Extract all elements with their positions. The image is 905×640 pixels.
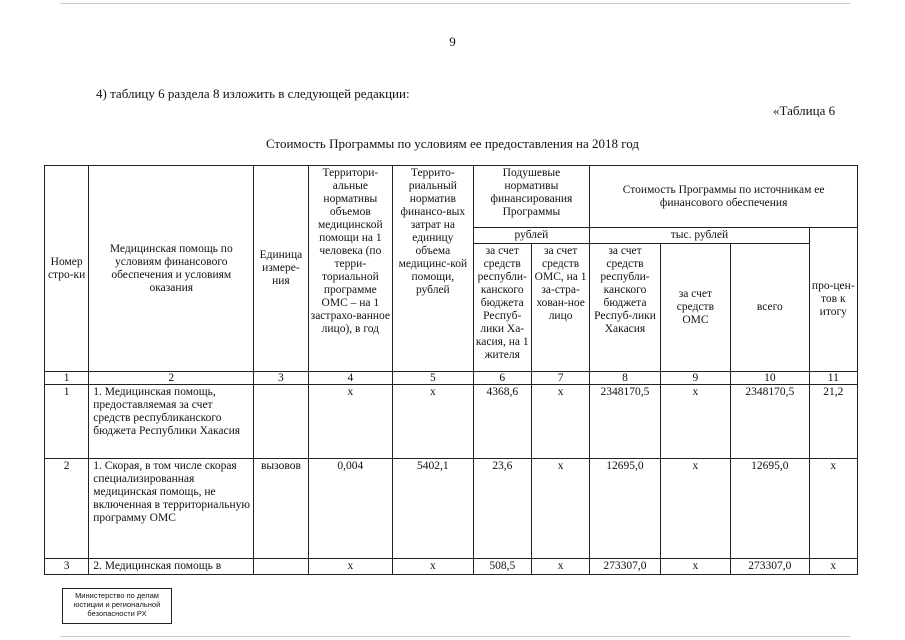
column-number: 6	[473, 372, 531, 385]
row-number: 1	[45, 385, 89, 459]
header-volume-norms: Территори-альные нормативы объемов медицинской помощи на 1 человека (по терри-ториальной программе ОМС – на 1 застрахо-ванное лицо), в год	[308, 166, 393, 372]
per-capita-budget-cell: 508,5	[473, 559, 531, 575]
cost-norm-cell: х	[393, 385, 473, 459]
unit-cell	[254, 559, 308, 575]
row-number: 2	[45, 459, 89, 559]
percent-cell: х	[809, 559, 857, 575]
cost-oms-cell: х	[660, 459, 730, 559]
header-per-capita-unit: рублей	[473, 228, 590, 244]
page-number: 9	[449, 34, 456, 49]
table-row	[45, 385, 858, 459]
header-care-type: Медицинская помощь по условиям финансового обеспечения и условиям оказания	[89, 166, 254, 372]
stamp-line: безопасности РХ	[87, 609, 147, 618]
cost-oms-cell: х	[660, 385, 730, 459]
header-per-capita-group: Подушевые нормативы финансирования Программы	[473, 166, 590, 228]
column-number: 10	[731, 372, 809, 385]
cost-oms-cell: х	[660, 559, 730, 575]
per-capita-oms-cell: х	[531, 459, 589, 559]
unit-cell: вызовов	[254, 459, 308, 559]
column-number: 7	[531, 372, 589, 385]
stamp-line: Министерство по делам	[75, 591, 159, 600]
cost-budget-cell: 12695,0	[590, 459, 660, 559]
percent-cell: 21,2	[809, 385, 857, 459]
row-number: 3	[45, 559, 89, 575]
cost-table	[44, 165, 858, 575]
cost-budget-cell: 2348170,5	[590, 385, 660, 459]
stamp-line: юстиции и региональной	[73, 600, 161, 609]
volume-cell: х	[308, 559, 393, 575]
cost-budget-cell: 273307,0	[590, 559, 660, 575]
cost-total-cell: 2348170,5	[731, 385, 809, 459]
header-row-number: Номер стро-ки	[45, 166, 89, 372]
volume-cell: х	[308, 385, 393, 459]
header-per-capita-budget: за счет средств республи-канского бюджета Респуб-лики Ха-касия, на 1 жителя	[473, 244, 531, 372]
table-row	[45, 459, 858, 559]
per-capita-oms-cell: х	[531, 385, 589, 459]
header-unit: Единица измере-ния	[254, 166, 308, 372]
table-title: Стоимость Программы по условиям ее предоставления на 2018 год	[265, 136, 640, 151]
column-number: 9	[660, 372, 730, 385]
header-per-capita-oms: за счет средств ОМС, на 1 за-стра-хован-ное лицо	[531, 244, 589, 372]
care-type-cell: 2. Медицинская помощь в	[89, 559, 254, 575]
header-cost-oms: за счет средств ОМС	[660, 244, 730, 372]
header-cost-group: Стоимость Программы по источникам ее финансового обеспечения	[590, 166, 858, 228]
per-capita-budget-cell: 23,6	[473, 459, 531, 559]
column-number-row	[45, 372, 858, 385]
scan-edge-bottom	[60, 636, 850, 637]
table-row	[45, 559, 858, 575]
care-type-cell: 1. Медицинская помощь, предоставляемая за счет средств республиканского бюджета Республики Хакасия	[89, 385, 254, 459]
cost-norm-cell: 5402,1	[393, 459, 473, 559]
cost-total-cell: 273307,0	[731, 559, 809, 575]
unit-cell	[254, 385, 308, 459]
column-number: 8	[590, 372, 660, 385]
header-cost-norms: Террито-риальный норматив финансо-вых затрат на единицу объема медицинс-кой помощи, рублей	[393, 166, 473, 372]
per-capita-oms-cell: х	[531, 559, 589, 575]
volume-cell: 0,004	[308, 459, 393, 559]
per-capita-budget-cell: 4368,6	[473, 385, 531, 459]
column-number: 11	[809, 372, 857, 385]
percent-cell: х	[809, 459, 857, 559]
cost-total-cell: 12695,0	[731, 459, 809, 559]
instruction-text: 4) таблицу 6 раздела 8 изложить в следующей редакции:	[96, 86, 410, 101]
column-number: 1	[45, 372, 89, 385]
column-number: 2	[89, 372, 254, 385]
scan-edge-top	[60, 3, 850, 4]
care-type-cell: 1. Скорая, в том числе скорая специализированная медицинская помощь, не включенная в территориальную программу ОМС	[89, 459, 254, 559]
header-cost-total: всего	[731, 244, 809, 372]
header-cost-unit: тыс. рублей	[590, 228, 809, 244]
column-number: 4	[308, 372, 393, 385]
ministry-stamp	[62, 588, 172, 624]
cost-norm-cell: х	[393, 559, 473, 575]
header-cost-percent: про-цен-тов к итогу	[809, 228, 857, 372]
column-number: 5	[393, 372, 473, 385]
header-cost-budget: за счет средств республи-канского бюджета Респуб-лики Хакасия	[590, 244, 660, 372]
column-number: 3	[254, 372, 308, 385]
table-reference: «Таблица 6	[773, 103, 836, 118]
